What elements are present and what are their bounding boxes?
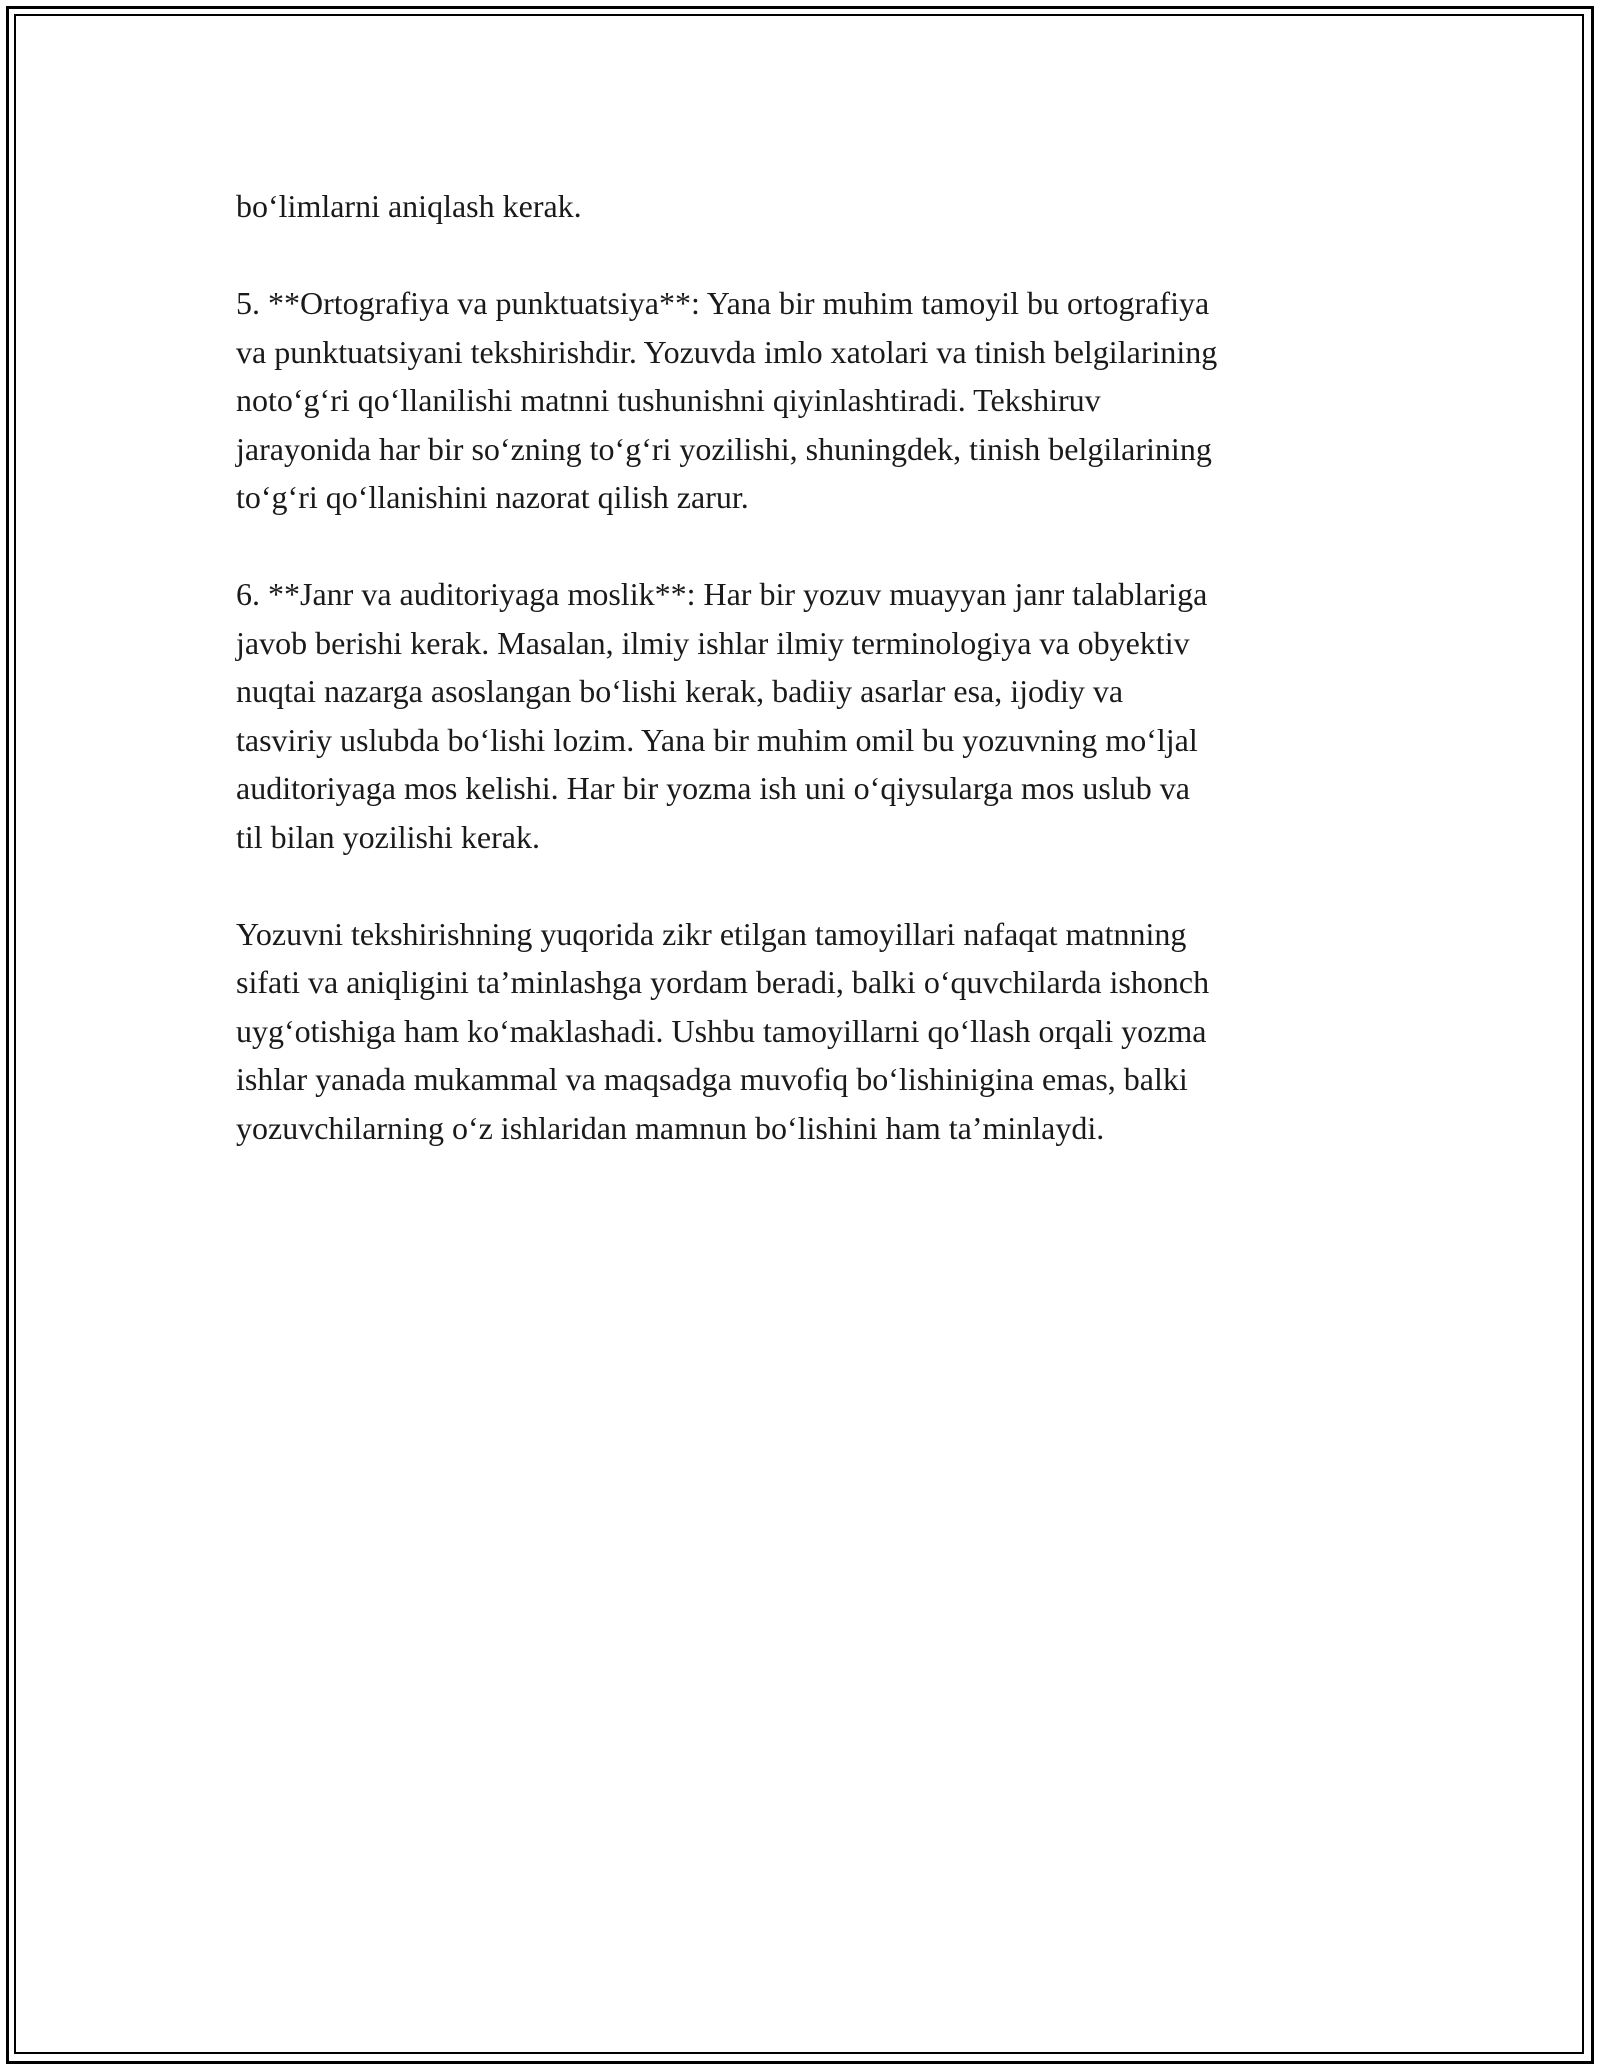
paragraph-genre-audience: 6. **Janr va auditoriyaga moslik**: Har bir yozuv muayyan janr talablariga javob berishi kerak. Masalan, ilmiy ishlar ilmiy terminologiya va obyektiv nuqtai nazarga asoslangan bo‘lishi kerak, badiiy asarlar esa, ijodiy va tasviriy uslubda bo‘lishi lozim. Yana bir muhim omil bu yozuvning mo‘ljal auditoriyaga mos kelishi. Har bir yozma ish uni o‘qiysularga mos uslub va til bilan yozilishi kerak. [236,576,1208,855]
document-body [236,182,1396,1201]
paragraph-continuation: bo‘limlarni aniqlash kerak. [236,188,582,224]
paragraph-orthography: 5. **Ortografiya va punktuatsiya**: Yana bir muhim tamoyil bu ortografiya va punktuatsiyani tekshirishdir. Yozuvda imlo xatolari va tinish belgilarining noto‘g‘ri qo‘llanilishi matnni tushunishni qiyinlashtiradi. Tekshiruv jarayonida har bir so‘zning to‘g‘ri yozilishi, shuningdek, tinish belgilarining to‘g‘ri qo‘llanishini nazorat qilish zarur. [236,285,1218,515]
paragraph-conclusion: Yozuvni tekshirishning yuqorida zikr etilgan tamoyillari nafaqat matnning sifati va aniqligini ta’minlashga yordam beradi, balki o‘quvchilarda ishonch uyg‘otishiga ham ko‘maklashadi. Ushbu tamoyillarni qo‘llash orqali yozma ishlar yanada mukammal va maqsadga muvofiq bo‘lishinigina emas, balki yozuvchilarning o‘z ishlaridan mamnun bo‘lishini ham ta’minlaydi. [236,915,1210,1146]
